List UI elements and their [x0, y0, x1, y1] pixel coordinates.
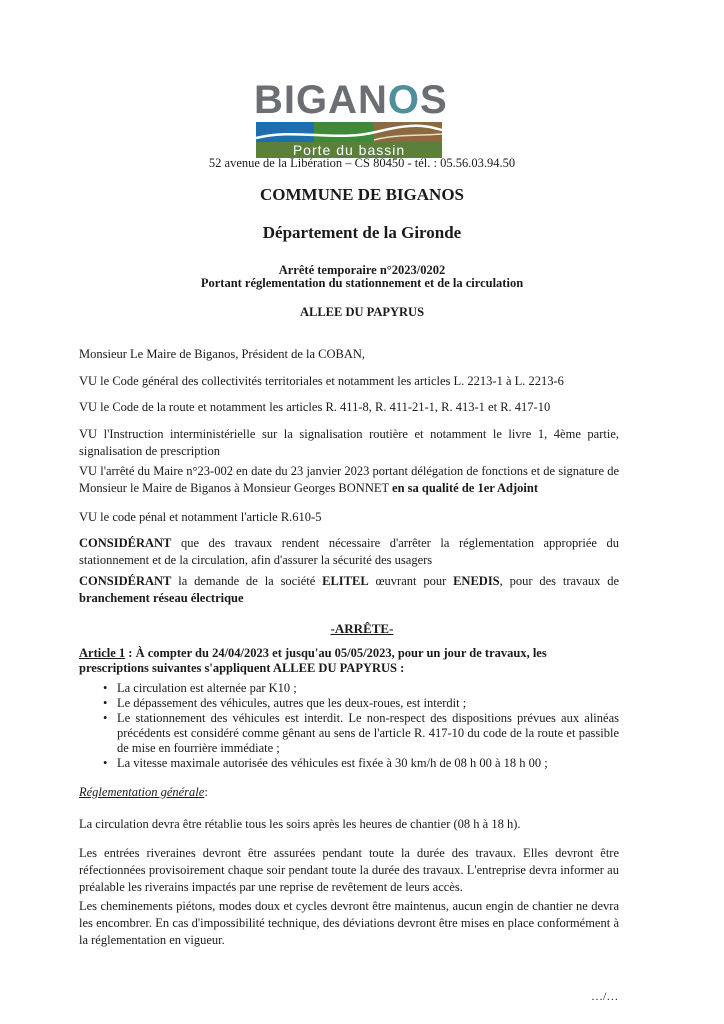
vu-cgct: VU le Code général des collectivités territoriales et notamment les articles L. 2213-1 à L. 2213-6 — [79, 374, 564, 388]
list-item: • Le dépassement des véhicules, autres que les deux-roues, est interdit ; — [103, 696, 467, 710]
mayor-line: Monsieur Le Maire de Biganos, Président de la COBAN, — [79, 347, 366, 361]
street-name: ALLEE DU PAPYRUS — [299, 305, 425, 319]
list-item: • Le stationnement des véhicules est interdit. Le non-respect des dispositions prévues aux alinéas précédents est considéré comme gênant au sens de l'article R. 417-10 du code de la route et passible de mise en fourrière immédiate ; — [103, 711, 619, 755]
list-item: • La circulation est alternée par K10 ; — [103, 681, 297, 695]
biganos-logo — [252, 78, 448, 160]
general-regulation-heading: Réglementation générale: — [79, 785, 208, 799]
general-p1: La circulation devra être rétablie tous les soirs après les heures de chantier (08 h à 18 h). — [79, 817, 521, 831]
article-1-prescriptions — [79, 681, 619, 771]
article-1: Article 1 : À compter du 24/04/2023 et jusqu'au 05/05/2023, pour un jour de travaux, les prescriptions suivantes s'appliquent ALLEE DU PAPYRUS : — [79, 646, 547, 675]
town-hall-address: 52 avenue de la Libération – CS 80450 - tél. : 05.56.03.94.50 — [208, 156, 516, 170]
continuation-mark: …/… — [591, 989, 619, 1003]
arrete-heading: -ARRÊTE- — [330, 621, 394, 636]
logo-wordmark: BIGANOS — [254, 78, 448, 122]
logo-tagline: Porte du bassin — [256, 142, 442, 158]
vu-code-route: VU le Code de la route et notamment les articles R. 411-8, R. 411-21-1, R. 413-1 et R. 417-10 — [79, 400, 551, 414]
logo-wave-icon — [256, 122, 442, 142]
vu-instruction: VU l'Instruction interministérielle sur la signalisation routière et notamment le livre 1, 4ème partie, signalisation de prescription — [79, 427, 619, 458]
considerant-demande: CONSIDÉRANT la demande de la société ELITEL œuvrant pour ENEDIS, pour des travaux de branchement réseau électrique — [79, 574, 619, 605]
considerant-travaux: CONSIDÉRANT que des travaux rendent nécessaire d'arrêter la réglementation appropriée du stationnement et de la circulation, afin d'assurer la sécurité des usagers — [79, 536, 619, 567]
arrete-number: Arrêté temporaire n°2023/0202 — [278, 263, 446, 277]
list-item: • La vitesse maximale autorisée des véhicules est fixée à 30 km/h de 08 h 00 à 18 h 00 ; — [103, 756, 548, 770]
department-title: Département de la Gironde — [262, 223, 462, 242]
commune-title: COMMUNE DE BIGANOS — [259, 185, 464, 204]
general-p3: Les cheminements piétons, modes doux et cycles devront être maintenus, aucun engin de chantier ne devra les encombrer. En cas d'impossibilité technique, des déviations devront être mises en place conformément à la réglementation en vigueur. — [79, 899, 619, 947]
vu-code-penal: VU le code pénal et notamment l'article R.610-5 — [79, 510, 322, 524]
general-p2: Les entrées riveraines devront être assurées pendant toute la durée des travaux. Elles devront être réfectionnées provisoirement chaque soir pendant toute la durée des travaux. L'entreprise devra informer au préalable les riverains impactés par une reprise de revêtement de leurs accès. — [79, 846, 619, 894]
arrete-object: Portant réglementation du stationnement et de la circulation — [200, 276, 524, 290]
article-label: Article 1 — [79, 646, 126, 660]
vu-delegation: VU l'arrêté du Maire n°23-002 en date du 23 janvier 2023 portant délégation de fonctions et de signature de Monsieur le Maire de Biganos à Monsieur Georges BONNET en sa qualité de 1er Adjoint — [79, 464, 619, 495]
